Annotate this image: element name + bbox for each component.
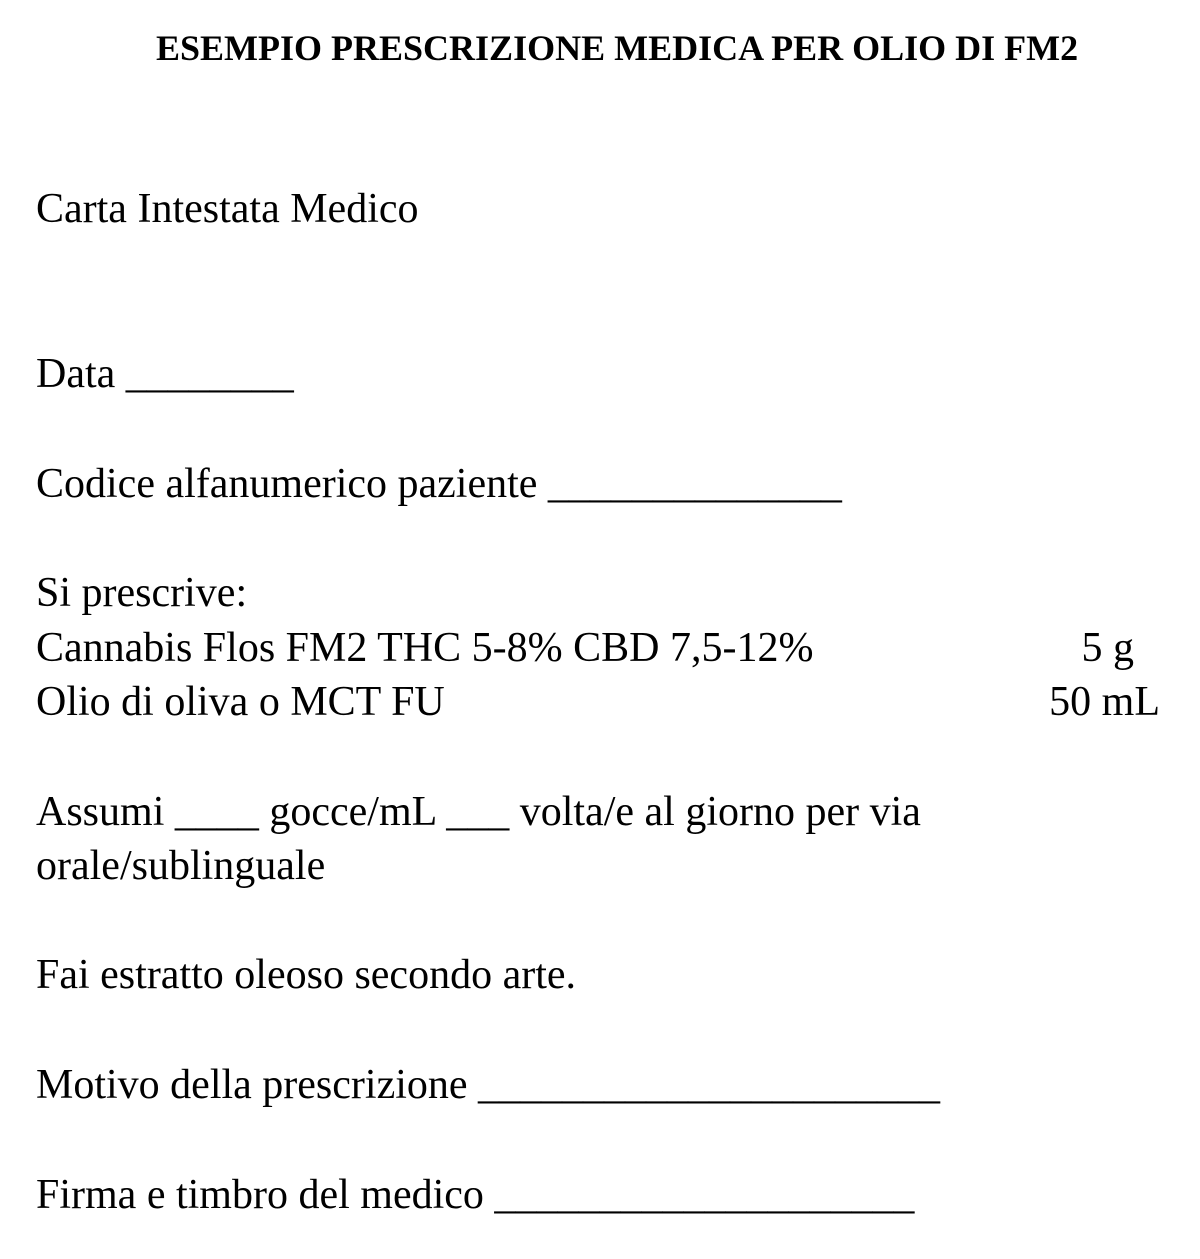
page-title: ESEMPIO PRESCRIZIONE MEDICA PER OLIO DI FM2 [156, 28, 1079, 68]
signature-field: Firma e timbro del medico ____________________ [36, 1172, 915, 1218]
letterhead-label: Carta Intestata Medico [36, 186, 419, 232]
date-field: Data ________ [36, 351, 294, 397]
reason-field: Motivo della prescrizione ______________________ [36, 1062, 941, 1108]
patient-code-field: Codice alfanumerico paziente ______________ [36, 461, 842, 507]
ingredient-name-cannabis: Cannabis Flos FM2 THC 5-8% CBD 7,5-12% [36, 625, 814, 671]
ingredient-quantity-cannabis: 5 g [1081, 625, 1134, 671]
dosage-route-line: orale/sublinguale [36, 843, 326, 889]
dosage-line: Assumi ____ gocce/mL ___ volta/e al giorno per via [36, 789, 921, 835]
preparation-instruction: Fai estratto oleoso secondo arte. [36, 952, 577, 998]
ingredient-quantity-oil: 50 mL [1049, 679, 1160, 725]
prescribe-heading: Si prescrive: [36, 570, 248, 616]
ingredient-name-oil: Olio di oliva o MCT FU [36, 679, 445, 725]
